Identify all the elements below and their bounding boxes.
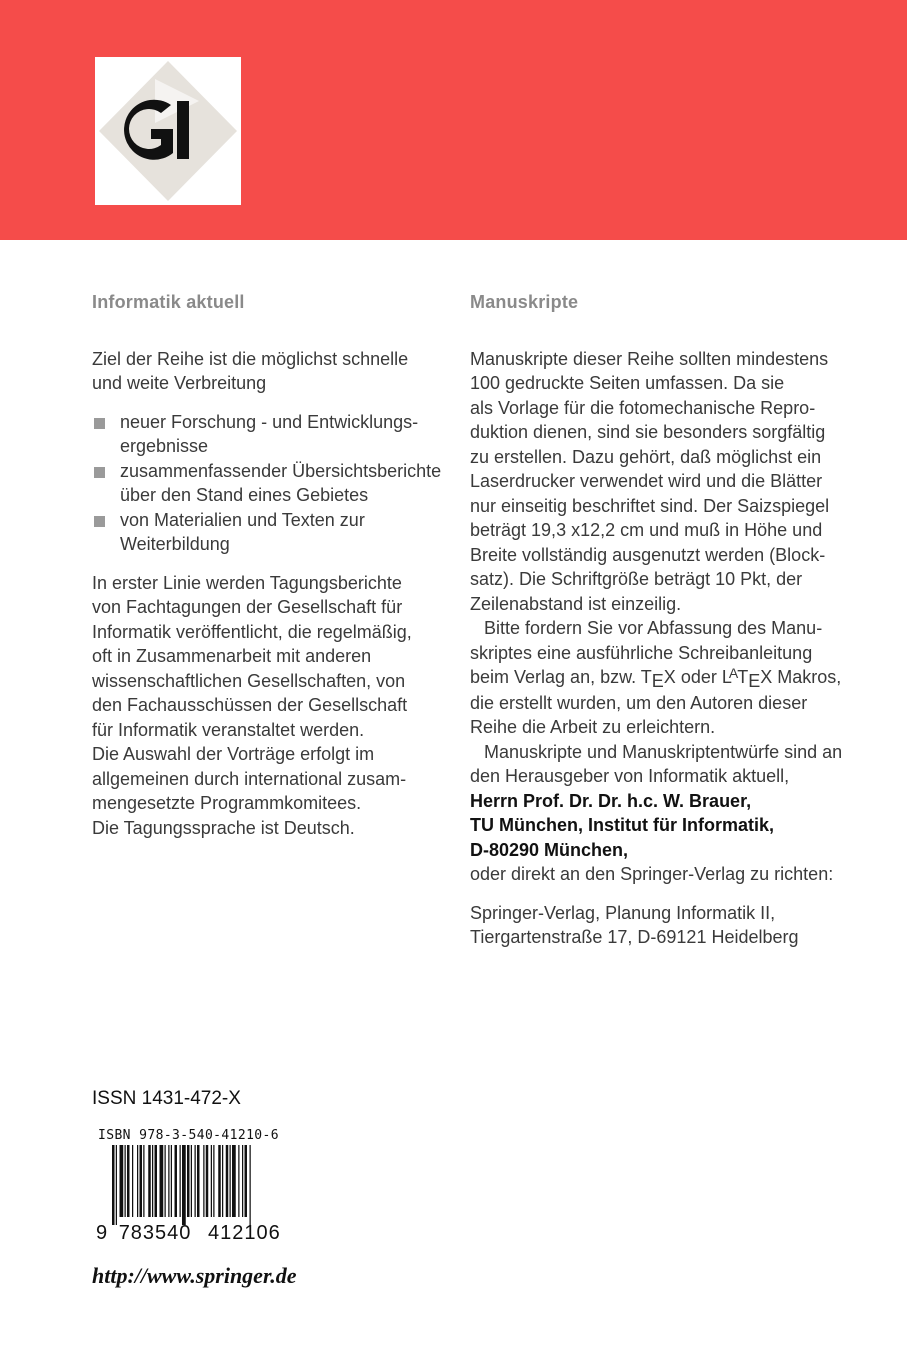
barcode-bar [140, 1145, 143, 1217]
isbn-label: ISBN 978-3-540-41210-6 [98, 1128, 279, 1143]
editor-city: D-80290 München, [470, 839, 629, 860]
barcode-bar [116, 1145, 117, 1225]
barcode-bar [182, 1145, 186, 1225]
barcode-bar [230, 1145, 231, 1217]
left-column [92, 290, 442, 840]
gi-logo-icon [95, 57, 241, 205]
list-item: neuer Forschung - und Entwicklungs- ergebnisse [92, 410, 442, 459]
left-intro [92, 347, 442, 396]
bullet-list [92, 410, 442, 557]
ean-first-digit: 9 [96, 1222, 109, 1244]
ean-right-group: 412106 [208, 1222, 281, 1244]
barcode-bar [127, 1145, 130, 1217]
barcode-bar [250, 1145, 251, 1225]
barcode [112, 1145, 288, 1225]
barcode-bar [226, 1145, 229, 1217]
tex-logo: TEX [640, 667, 676, 691]
barcode-bar [165, 1145, 166, 1217]
barcode-bar [125, 1145, 126, 1217]
barcode-bar [143, 1145, 144, 1217]
barcode-bar [180, 1145, 181, 1217]
latex-logo: LATEX [721, 665, 773, 691]
ean-left-group: 783540 [118, 1222, 192, 1244]
barcode-bar [187, 1145, 190, 1217]
publisher-address: Springer-Verlag, Planung Informatik II, Tiergartenstraße 17, D-69121 Heidelberg [470, 902, 799, 947]
issn: ISSN 1431-472-X [92, 1088, 241, 1109]
editor-name: Herrn Prof. Dr. Dr. h.c. W. Brauer, [470, 790, 752, 811]
barcode-bar [175, 1145, 178, 1217]
publisher-url[interactable]: http://www.springer.de [92, 1263, 297, 1288]
left-heading: Informatik aktuell [92, 292, 245, 312]
gi-logo [95, 57, 241, 205]
barcode-bar [137, 1145, 138, 1217]
barcode-bar [171, 1145, 172, 1217]
barcode-bar [195, 1145, 196, 1217]
manuscript-paragraph-3: Manuskripte und Manuskriptentwürfe sind an den Herausgeber von Informatik aktuell, Herrn Prof. Dr. Dr. h.c. W. Brauer, TU München, Institut für Informatik, D-80290 München, oder direkt an den Springer-Verlag zu richten: [470, 741, 843, 884]
barcode-bar [112, 1145, 115, 1225]
barcode-bar [206, 1145, 209, 1217]
text-line: Ziel der Reihe ist die möglichst schnelle [92, 348, 409, 369]
barcode-bar [148, 1145, 151, 1217]
barcode-bar [222, 1145, 223, 1217]
manuscript-paragraph-1: Manuskripte dieser Reihe sollten mindestens 100 gedruckte Seiten umfassen. Da sie als Vorlage für die fotomechanische Repro- duktion dienen, sind sie besonders sorgfältig zu erstellen. Dazu gehört, daß möglichst ein Laserdrucker verwendet wird und die Blätter nur einseitig beschriftet sind. Der Saizspiegel beträgt 19,3 x12,2 cm und muß in Höhe und Breite vollständig ausgenutzt werden (Block- satz). Die Schriftgröße beträgt 10 Pkt, der Zeilenabstand ist einzeilig. [470, 348, 830, 614]
barcode-bar [197, 1145, 200, 1217]
editor-institute: TU München, Institut für Informatik, [470, 815, 774, 835]
barcode-bar [155, 1145, 158, 1217]
barcode-bar [238, 1145, 239, 1217]
barcode-bar [232, 1145, 236, 1217]
barcode-bar [191, 1145, 192, 1217]
barcode-bar [168, 1145, 169, 1217]
left-paragraph: In erster Linie werden Tagungsberichte von Fachtagungen der Gesellschaft für Informatik veröffentlicht, die regelmäßig, oft in Zusammenarbeit mit anderen wissenschaftlichen Gesellschaften, von den Fachausschüssen der Gesellschaft für Informatik veranstaltet werden. Die Auswahl der Vorträge erfolgt im allgemeinen durch international zusam- mengesetzte Programmkomitees. Die Tagungssprache ist Deutsch. [92, 572, 412, 838]
list-item: zusammenfassender Übersichtsberichte über den Stand eines Gebietes [92, 459, 442, 508]
barcode-bar [152, 1145, 153, 1217]
list-item: von Materialien und Texten zur Weiterbildung [92, 508, 442, 557]
barcode-bar [120, 1145, 124, 1217]
barcode-bar [245, 1145, 248, 1217]
barcode-bar [132, 1145, 133, 1217]
barcode-bar [213, 1145, 214, 1217]
barcode-bar [203, 1145, 204, 1217]
ean-digits [96, 1222, 281, 1245]
barcode-bar [211, 1145, 212, 1217]
barcode-bar [160, 1145, 164, 1217]
manuscript-paragraph-2: Bitte fordern Sie vor Abfassung des Manu- skriptes eine ausführliche Schreibanleitung beim Verlag an, bzw. TEX oder LATEX Makros, die erstellt wurden, um den Autoren dieser Reihe die Arbeit zu erleichtern. [470, 618, 842, 737]
right-heading: Manuskripte [470, 292, 579, 312]
right-column [470, 290, 850, 950]
barcode-bar [242, 1145, 243, 1217]
text-line: und weite Verbreitung [92, 373, 267, 393]
barcode-bar [218, 1145, 221, 1217]
